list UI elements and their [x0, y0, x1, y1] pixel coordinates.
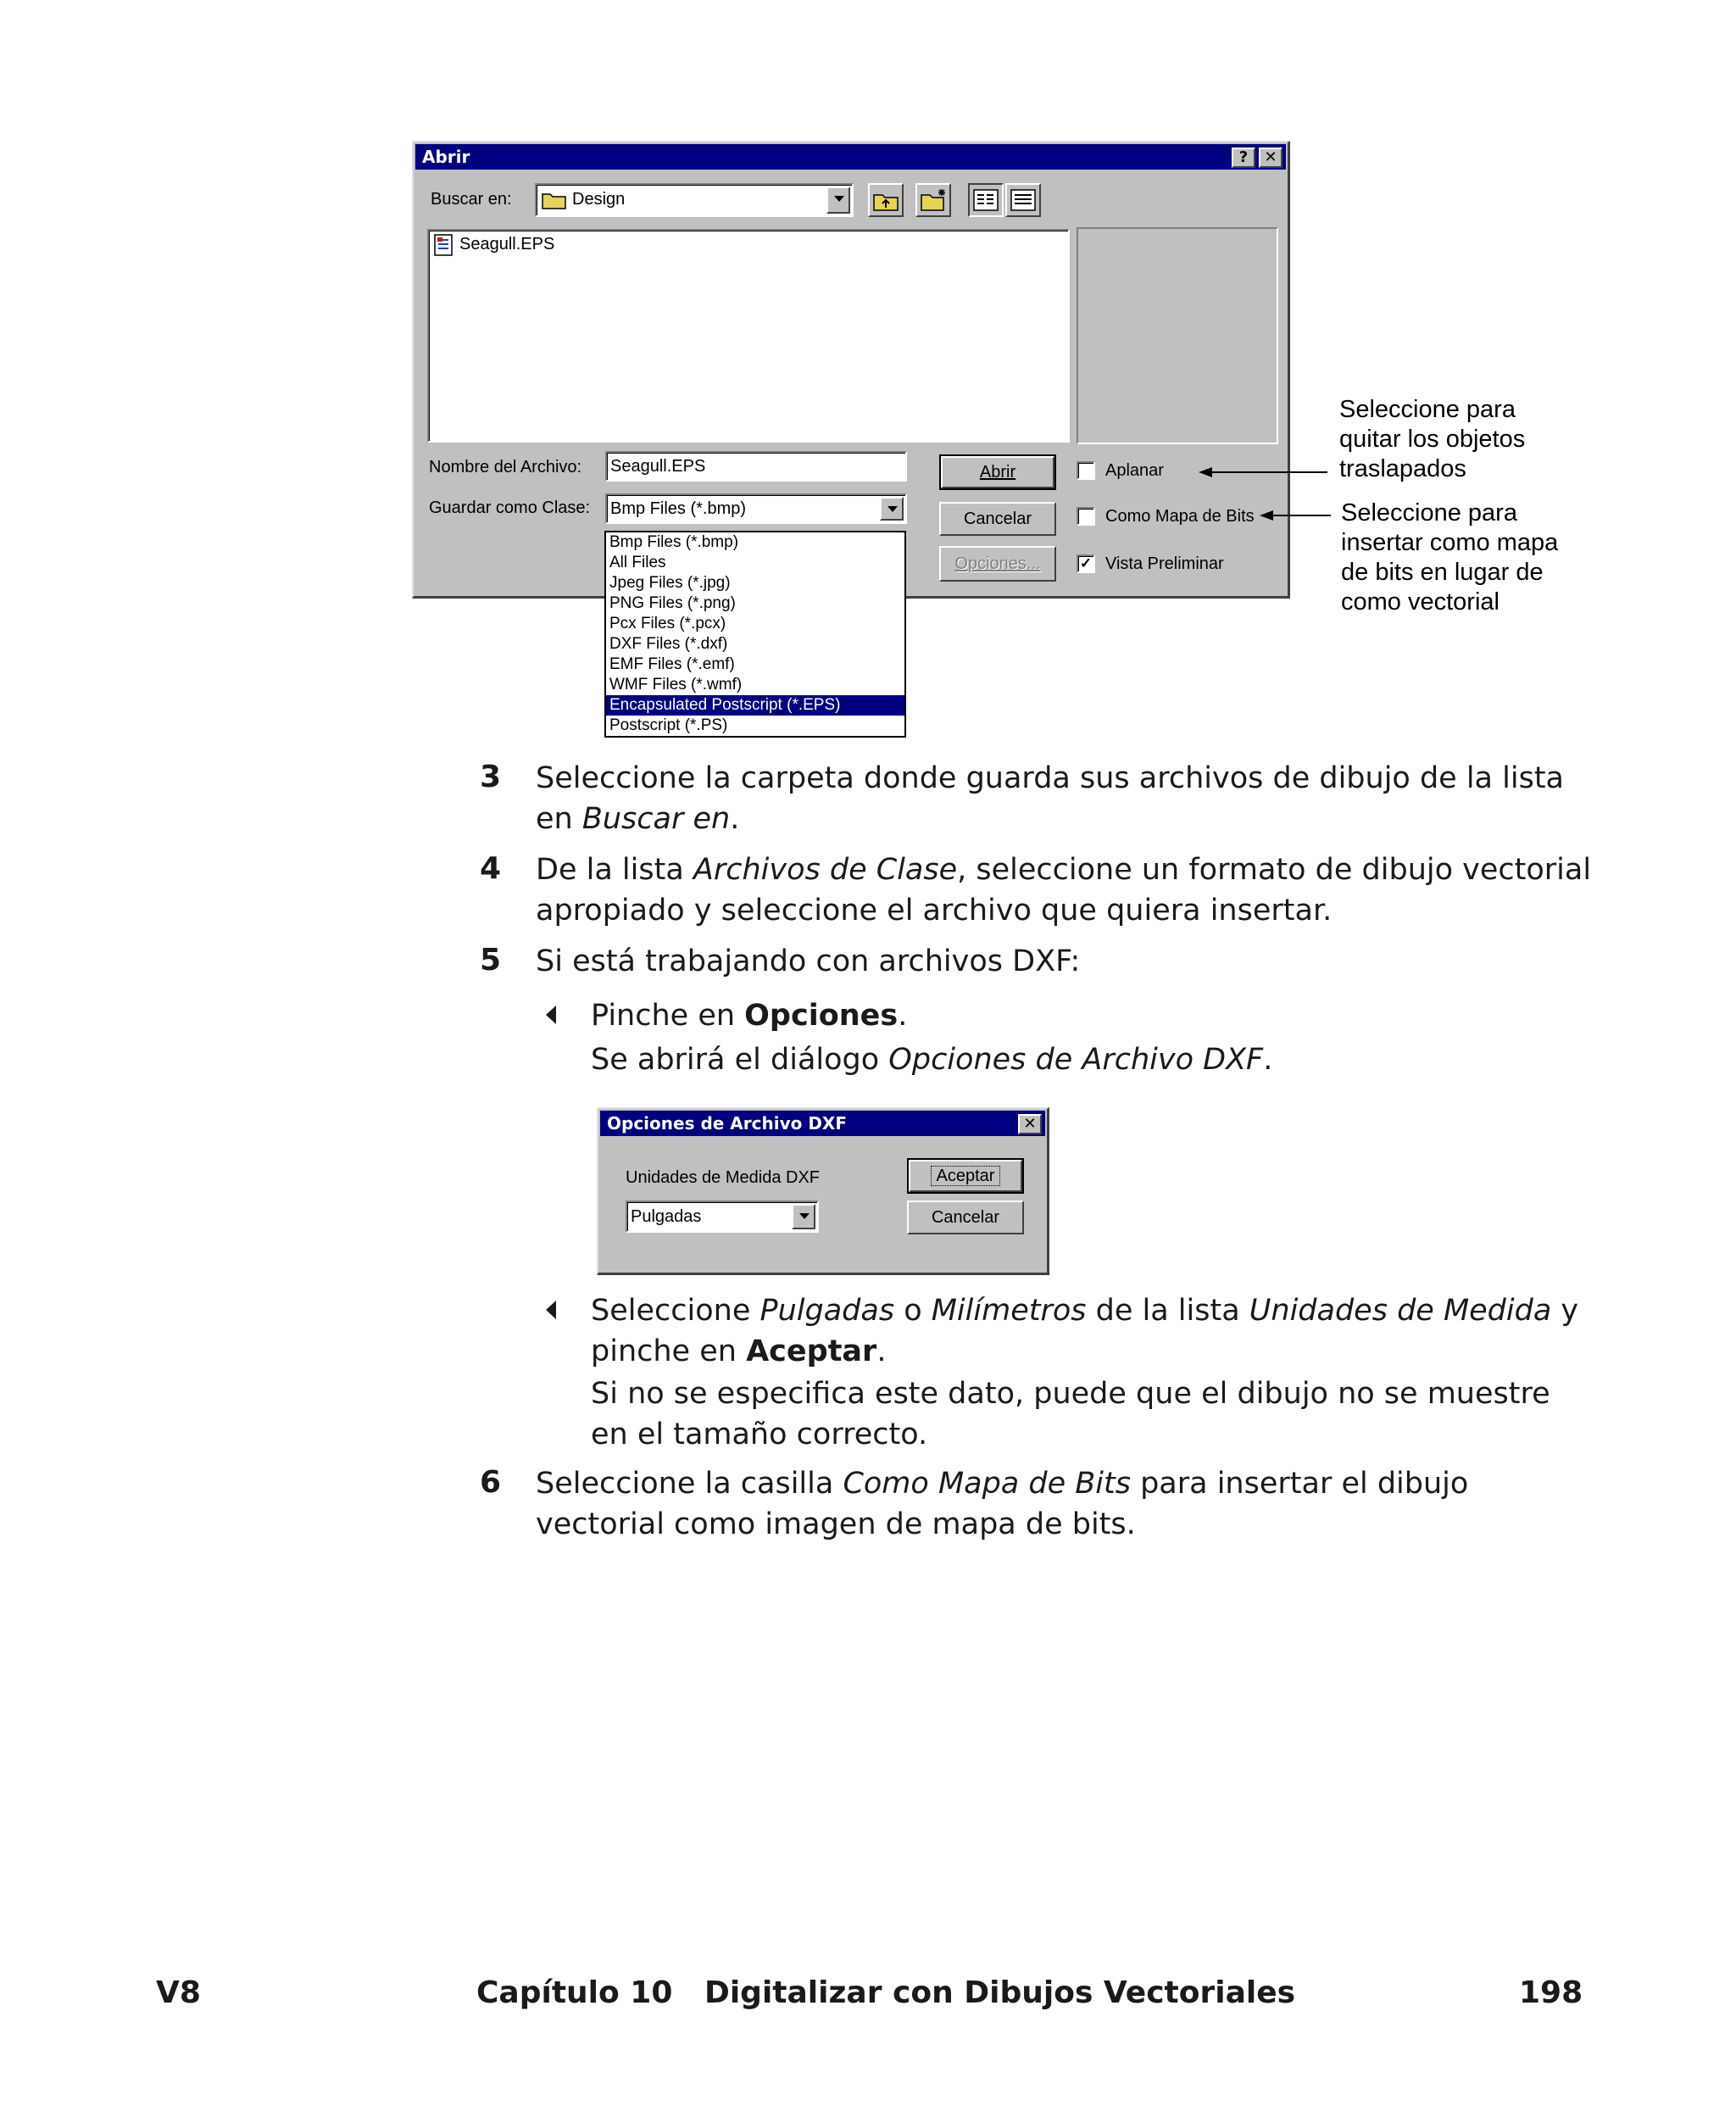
eps-file-icon [434, 234, 453, 256]
dropdown-option[interactable]: WMF Files (*.wmf) [609, 676, 743, 694]
preview-pane [1077, 227, 1278, 444]
dropdown-option[interactable]: DXF Files (*.dxf) [609, 635, 728, 653]
text-run-italic: Milímetros [931, 1294, 1087, 1328]
text-run: Seleccione la carpeta donde guarda sus archivos de dibujo de la lista en [536, 761, 1564, 836]
text-run: De la lista [536, 853, 693, 887]
help-button[interactable]: ? [1232, 148, 1255, 168]
text-run: de la lista [1086, 1294, 1249, 1328]
step-5-text: Si está trabajando con archivos DXF: [536, 944, 1081, 978]
file-name: Seagull.EPS [459, 235, 555, 253]
list-view-icon [973, 189, 999, 211]
details-view-button[interactable] [1005, 183, 1041, 217]
text-run-bold: Aceptar [746, 1334, 877, 1368]
accept-button-label: Aceptar [932, 1167, 1000, 1185]
as-bitmap-label: Como Mapa de Bits [1105, 507, 1255, 526]
open-button-label: Abrir [979, 463, 1016, 482]
annotation-line: quitar los objetos [1339, 426, 1526, 453]
text-run: , seleccione un formato de dibujo vectorial apropiado y seleccione el archivo que quiera insertar. [536, 853, 1592, 928]
units-value: Pulgadas [631, 1207, 702, 1226]
units-dropdown[interactable] [626, 1201, 819, 1233]
dropdown-option[interactable]: PNG Files (*.png) [609, 594, 736, 612]
preview-label: Vista Preliminar [1105, 554, 1224, 573]
filetype-dropdown-list[interactable] [604, 531, 906, 738]
flatten-label: Aplanar [1105, 461, 1164, 480]
cancel-button-label: Cancelar [963, 510, 1032, 528]
text-run-italic: Buscar en [581, 802, 731, 836]
annotation-line: Seleccione para [1341, 499, 1517, 526]
cancel-button-label: Cancelar [931, 1208, 1000, 1227]
triangle-bullet-icon [546, 1006, 556, 1024]
filename-label: Nombre del Archivo: [429, 458, 582, 476]
accept-button[interactable] [909, 1160, 1022, 1192]
text-run: . [730, 802, 740, 836]
text-run: y pinche en [591, 1294, 1579, 1368]
step-6-text [536, 1463, 1595, 1545]
new-folder-icon [920, 188, 947, 212]
flatten-annotation [1339, 395, 1525, 484]
close-button[interactable]: ✕ [1259, 148, 1283, 168]
annotation-arrow [1270, 515, 1331, 516]
annotation-line: insertar como mapa [1341, 529, 1559, 556]
filetype-value: Bmp Files (*.bmp) [610, 499, 747, 518]
triangle-bullet-icon [546, 1301, 556, 1319]
text-run-italic: Unidades de Medida [1249, 1294, 1552, 1328]
step-number: 3 [480, 760, 502, 794]
dropdown-option[interactable]: All Files [609, 554, 666, 571]
as-bitmap-checkbox[interactable] [1077, 507, 1095, 526]
annotation-arrow [1209, 471, 1327, 473]
step-number: 5 [480, 943, 502, 978]
filetype-dropdown[interactable] [605, 493, 907, 524]
dropdown-option[interactable]: Jpeg Files (*.jpg) [609, 574, 731, 592]
dropdown-option[interactable]: Postscript (*.PS) [609, 716, 728, 734]
cancel-button[interactable] [907, 1201, 1024, 1234]
text-run-italic: Opciones de Archivo DXF [888, 1043, 1264, 1077]
dxf-dialog-title: Opciones de Archivo DXF [607, 1113, 847, 1134]
bullet-2-note: Si no se especifica este dato, puede que el dibujo no se muestre en el tamaño correcto. [591, 1377, 1550, 1451]
bullet-1-text [591, 995, 1591, 1036]
footer-chapter: Capítulo 10 Digitalizar con Dibujos Vectoriales [476, 1975, 1296, 2010]
text-run-italic: Archivos de Clase [693, 853, 958, 887]
text-run: para insertar el dibujo vectorial como imagen de mapa de bits. [536, 1467, 1469, 1541]
units-label: Unidades de Medida DXF [626, 1168, 821, 1187]
up-folder-icon [872, 188, 899, 212]
dropdown-option[interactable]: Pcx Files (*.pcx) [609, 615, 726, 632]
text-run: Seleccione la casilla [536, 1467, 843, 1501]
dxf-dialog-titlebar [600, 1111, 1045, 1136]
text-run: . [898, 999, 908, 1033]
dxf-options-dialog [597, 1107, 1049, 1275]
filetype-label: Guardar como Clase: [429, 499, 591, 517]
text-run: . [876, 1334, 887, 1368]
text-run-italic: Pulgadas [760, 1294, 895, 1328]
preview-checkbox[interactable]: ✓ [1077, 554, 1095, 573]
flatten-checkbox[interactable] [1077, 461, 1095, 480]
open-dialog-title: Abrir [422, 147, 470, 167]
options-button-label: Opciones... [954, 554, 1041, 573]
bullet-1-line-2 [591, 1039, 1591, 1080]
look-in-value: Design [572, 190, 626, 209]
dropdown-option[interactable]: EMF Files (*.emf) [609, 655, 735, 673]
step-3-text [536, 758, 1595, 839]
footer-version: V8 [156, 1975, 201, 2010]
text-run: Seleccione [591, 1294, 760, 1328]
filename-value: Seagull.EPS [610, 457, 706, 476]
new-folder-button[interactable] [915, 183, 951, 217]
dropdown-option[interactable]: Bmp Files (*.bmp) [609, 533, 739, 551]
open-dialog-titlebar [415, 144, 1286, 170]
file-list[interactable] [427, 229, 1070, 443]
step-number: 6 [480, 1465, 502, 1500]
options-button[interactable] [939, 546, 1056, 582]
annotation-line: como vectorial [1341, 588, 1500, 616]
chevron-down-icon[interactable] [792, 1204, 815, 1229]
folder-icon [542, 191, 567, 209]
step-4-text [536, 850, 1595, 931]
dropdown-option-selected[interactable]: Encapsulated Postscript (*.EPS) [606, 695, 904, 716]
look-in-dropdown[interactable] [535, 183, 854, 217]
list-view-button[interactable] [968, 183, 1004, 217]
step-number: 4 [480, 851, 502, 886]
chevron-down-icon[interactable] [880, 497, 904, 521]
filename-input[interactable] [605, 451, 907, 482]
look-in-label: Buscar en: [431, 190, 512, 209]
up-folder-button[interactable] [868, 183, 904, 217]
text-run: Se abrirá el diálogo [591, 1043, 889, 1077]
text-run: o [894, 1294, 932, 1328]
text-run: . [1263, 1043, 1273, 1077]
text-run-bold: Opciones [744, 999, 899, 1033]
annotation-line: Seleccione para [1339, 396, 1516, 423]
annotation-line: de bits en lugar de [1341, 559, 1544, 586]
footer-page-number: 198 [1519, 1975, 1583, 2010]
open-dialog [412, 141, 1290, 599]
bitmap-annotation [1341, 499, 1558, 617]
chevron-down-icon[interactable] [826, 187, 850, 214]
open-button[interactable] [941, 456, 1054, 488]
text-run-italic: Como Mapa de Bits [843, 1467, 1131, 1501]
cancel-button[interactable] [939, 502, 1056, 536]
close-button[interactable]: ✕ [1018, 1114, 1042, 1134]
annotation-line: traslapados [1339, 455, 1466, 482]
details-view-icon [1010, 189, 1036, 211]
bullet-2-text [591, 1290, 1591, 1372]
text-run: Pinche en [591, 999, 745, 1033]
